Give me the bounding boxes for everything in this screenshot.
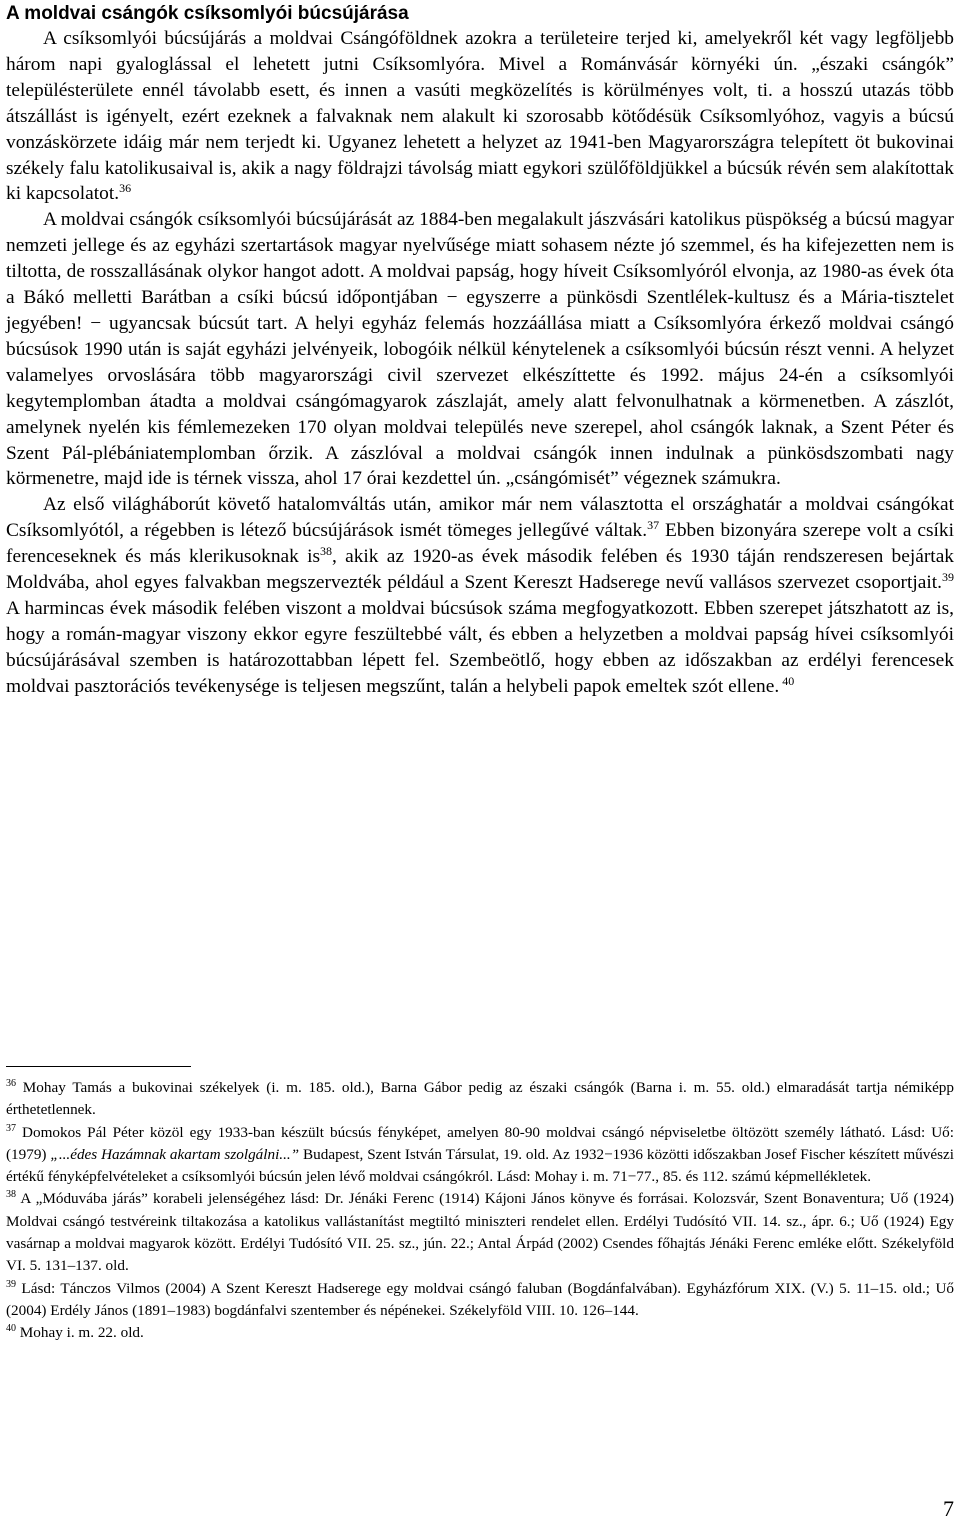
text-segment: , akik az 1920-as évek második felében és 1930 táján rendszeresen bejártak Moldvába, ahol egyes falvakban megszervezték például a Szent Kereszt Hadserege nevű vallásos szervezet csoportjait. (6, 546, 955, 594)
footnote (6, 1188, 954, 1277)
document-page (6, 0, 954, 700)
footnote-ref: 36 (119, 181, 132, 196)
body-text (6, 25, 954, 700)
paragraph (6, 492, 954, 699)
footnote-ref: 37 (647, 518, 660, 533)
footnote (6, 1278, 954, 1323)
text-segment: Domokos Pál Péter közöl egy 1933-ban készült búcsús fényképet, amelyen 80-90 moldvai csángó népviseletbe öltözött személy látható. Lásd: Uő: (1979) (6, 1123, 954, 1163)
text-segment: A csíksomlyói búcsújárás a moldvai Csángóföldnek azokra a területeire terjed ki, amelyekről két vagy legföljebb három napi gyaloglással el lehetett jutni Csíksomlyóra. Mivel a Románvásár környéki ún. „északi csángók” településterülete ennél távolabb esett, és innen a vasúti megközelítés is körülményes volt, ti. a hosszú utazás több átszállást is igényelt, ezért ezeknek a falvaknak nem alakult ki szorosabb kötődésük Csíksomlyóhoz, vagyis a búcsú vonzáskörzete idáig már nem terjedt ki. Ugyanez lehetett a helyzet az 1941-ben Magyarországra telepített öt bukovinai székely falu katolikusaival is, akik a nagy földrajzi távolság miatt egykori szülőföldjükkel a búcsúk révén sem alakítottak ki kapcsolatot. (6, 28, 954, 205)
text-segment: A moldvai csángók csíksomlyói búcsújárását az 1884-ben megalakult jászvásári katolikus püspökség a búcsú magyar nemzeti jellege és az egyházi szertartások magyar nyelvűsége miatt sohasem nézte jó szemmel, és ha kifejezetten nem is tiltotta, de rosszallásának olykor hangot adott. A moldvai papság, hogy híveit Csíksomlyóról elvonja, az 1980-as évek óta a Bákó melletti Barátban a csíki búcsú időpontjában − egyszerre a pünkösdi Szentlélek-kultusz és a Mária-tisztelet jegyében! − ugyancsak búcsút tart. A helyi egyház felemás hozzáállása miatt a Csíksomlyóra érkező moldvai csángó búcsúsok 1990 után is saját egyházi jelvényeik, lobogóik nélkül kénytelenek a csíksomlyói búcsún részt venni. A helyzet valamelyes orvoslására több magyarországi civil szervezet elkészíttette és 1992. május 24-én a csíksomlyói kegytemplomban átadta a moldvai csángómagyarok zászlaját, amely alatt felvonulhatnak a körmenetben. A zászlót, amelynek nyelén kis fémlemezeken 170 olyan moldvai település neve szerepel, ahol csángók laknak, a Szent Péter és Szent Pál-plébániatemplomban őrzik. A zászlóval a moldvai csángók innen indulnak a pünkösdszombati nagy körmenetre, majd ide is térnek vissza, ahol 17 órai kezdettel ún. „csángómisét” végeznek számukra. (6, 209, 954, 490)
footnote-separator (6, 1066, 191, 1067)
footnote-ref: 39 (6, 1278, 16, 1290)
text-segment: Az első világháborút követő hatalomváltás után, amikor már nem választotta el országhatár a moldvai csángókat Csíksomlyótól, a régebben is létező búcsújárások ismét tömeges jellegűvé váltak. (6, 494, 954, 542)
footnote-ref: 37 (6, 1122, 16, 1134)
text-segment: A harmincas évek második felében viszont a moldvai búcsúsok száma megfogyatkozott. Ebben szerepet játszhatott az is, hogy a román-magyar viszony ekkor egyre feszültebbé vált, és ebben a helyzetben a moldvai papság hívei csíksomlyói búcsújárásával szemben is határozottabban lépett fel. Szembeötlő, hogy ebben az időszakban az erdélyi ferencesek moldvai pasztorációs tevékenysége is teljesen megszűnt, talán a helybeli papok emeltek szót ellene. (6, 597, 954, 697)
text-segment: A „Móduvába járás” korabeli jelenségéhez lásd: Dr. Jénáki Ferenc (1914) Kájoni János könyve és forrásai. Kolozsvár, Szent Bonaventura; Uő (1924) Moldvai csángó testvéreink tiltakozása a katolikus vallástanítást megtiltó miniszteri rendelet ellen. Erdélyi Tudósító VII. 14. sz., ápr. 6.; Uő (1924) Egy vasárnap a moldvai magyarok között. Erdélyi Tudósító VII. 25. sz., jún. 22.; Antal Árpád (2002) Csendes főhajtás Jénáki Ferenc emléke előtt. Székelyföld VI. 5. 131–137. old. (6, 1190, 954, 1275)
paragraph (6, 26, 954, 207)
text-segment: Mohay Tamás a bukovinai székelyek (i. m. 185. old.), Barna Gábor pedig az északi csángók (Barna i. m. 55. old.) elmaradását tartja némiképp érthetetlennek. (6, 1079, 954, 1119)
footnote-ref: 39 (942, 570, 954, 585)
footnote-ref: 40 (779, 673, 795, 688)
text-segment: Mohay i. m. 22. old. (16, 1324, 144, 1342)
footnote (6, 1122, 954, 1189)
italic-title: „...édes Hazámnak akartam szolgálni...” (50, 1145, 300, 1163)
paragraph (6, 207, 954, 492)
text-segment: Budapest, Szent István Társulat, 19. old. Az 1932−1936 közötti időszakban Josef Fischer készített művészi értékű fényképfelvételeket a csíksomlyói búcsún jelen lévő moldvai csángókról. Lásd: Mohay i. m. 71−77., 85. és 112. számú képmellékletek. (6, 1145, 954, 1186)
footnote (6, 1322, 954, 1344)
footnote-ref: 40 (6, 1323, 16, 1335)
text-segment: Lásd: Tánczos Vilmos (2004) A Szent Kereszt Hadserege egy moldvai csángó faluban (Bogdánfalvában). Egyházfórum XIX. (V.) 5. 11–15. old.; Uő (2004) Erdély János (1891–1983) bogdánfalvi szentember és népénekei. Székelyföld VIII. 10. 126–144. (6, 1279, 954, 1319)
page-number: 7 (943, 1496, 954, 1521)
page-title: A moldvai csángók csíksomlyói búcsújárása (6, 3, 409, 24)
footnote-ref: 36 (6, 1078, 16, 1089)
text-segment: Ebben bizonyára szerepe volt a csíki ferenceseknek és más klerikusoknak is (6, 520, 954, 568)
footnote-ref: 38 (320, 544, 333, 559)
footnotes (6, 1077, 954, 1345)
footnote (6, 1077, 954, 1122)
footnote-ref: 38 (6, 1189, 16, 1201)
